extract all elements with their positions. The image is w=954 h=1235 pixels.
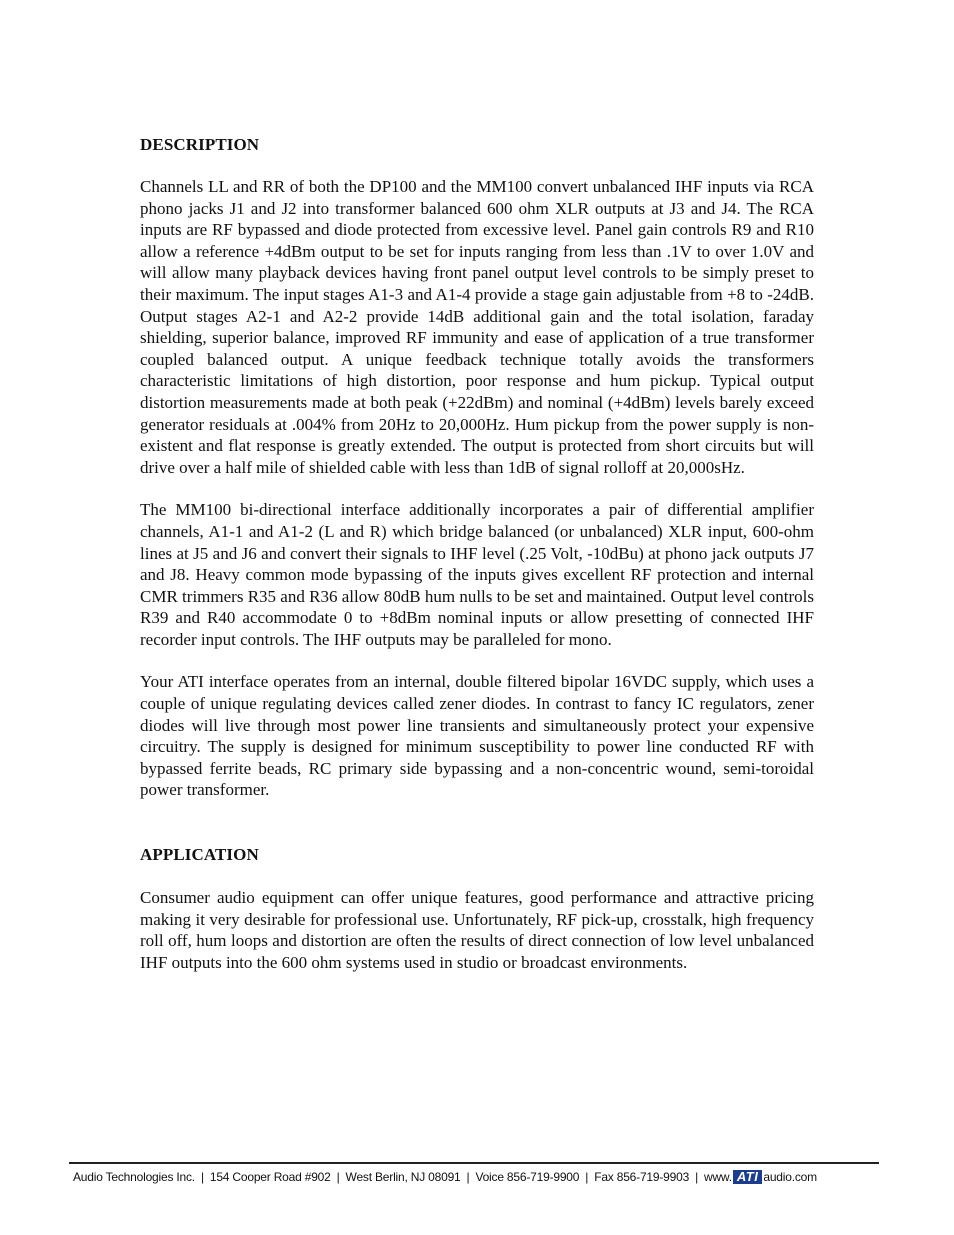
- footer-fax: Fax 856-719-9903: [594, 1170, 690, 1184]
- page-footer: [73, 1170, 883, 1184]
- application-heading: APPLICATION: [140, 845, 259, 865]
- document-body: [140, 134, 814, 973]
- footer-web-suffix: audio.com: [763, 1170, 817, 1184]
- footer-separator: |: [585, 1170, 589, 1184]
- footer-divider: [69, 1162, 879, 1164]
- description-paragraph-3: Your ATI interface operates from an internal, double filtered bipolar 16VDC supply, which uses a couple of unique regulating devices called zener diodes. In contrast to fancy IC regulators, zener diodes will live through most power line transients and simultaneously protect your expensive circuitry. The supply is designed for minimum susceptibility to power line conducted RF with bypassed ferrite beads, RC primary side bypassing and a non-concentric wound, semi-toroidal power transformer.: [140, 672, 814, 800]
- footer-separator: |: [336, 1170, 340, 1184]
- footer-separator: |: [200, 1170, 204, 1184]
- ati-logo-icon: ATI: [733, 1170, 762, 1184]
- description-heading: DESCRIPTION: [140, 135, 260, 154]
- footer-separator: |: [466, 1170, 470, 1184]
- description-paragraph-2: The MM100 bi-directional interface additionally incorporates a pair of differential amplifier channels, A1-1 and A1-2 (L and R) which bridge balanced (or unbalanced) XLR input, 600-ohm lines at J5 and J6 and convert their signals to IHF level (.25 Volt, -10dBu) at phono jack outputs J7 and J8. Heavy common mode bypassing of the inputs gives excellent RF protection and internal CMR trimmers R35 and R36 allow 80dB hum nulls to be set and maintained. Output level controls R39 and R40 accommodate 0 to +8dBm nominal inputs or allow presetting of connected IHF recorder input controls. The IHF outputs may be paralleled for mono.: [140, 500, 814, 649]
- footer-address: 154 Cooper Road #902: [209, 1170, 331, 1184]
- footer-web-prefix: www.: [703, 1170, 732, 1184]
- description-paragraph-1: Channels LL and RR of both the DP100 and the MM100 convert unbalanced IHF inputs via RCA phono jacks J1 and J2 into transformer balanced 600 ohm XLR outputs at J3 and J4. The RCA inputs are RF bypassed and diode protected from excessive level. Panel gain controls R9 and R10 allow a reference +4dBm output to be set for inputs ranging from less than .1V to over 1.0V and will allow many playback devices having front panel output level controls to be simply preset to their maximum. The input stages A1-3 and A1-4 provide a stage gain adjustable from +8 to -24dB. Output stages A2-1 and A2-2 provide 14dB additional gain and the total isolation, faraday shielding, superior balance, improved RF immunity and ease of application of a true transformer coupled balanced output. A unique feedback technique totally avoids the transformers characteristic limitations of high distortion, poor response and hum pickup. Typical output distortion measurements made at both peak (+22dBm) and nominal (+4dBm) levels barely exceed generator residuals at .004% from 20Hz to 20,000Hz. Hum pickup from the power supply is non-existent and flat response is greatly extended. The output is protected from short circuits but will drive over a half mile of shielded cable with less than 1dB of signal rolloff at 20,000sHz.: [140, 177, 814, 477]
- footer-voice: Voice 856-719-9900: [475, 1170, 580, 1184]
- footer-separator: |: [695, 1170, 698, 1184]
- application-paragraph-1: Consumer audio equipment can offer unique features, good performance and attractive pricing making it very desirable for professional use. Unfortunately, RF pick-up, crosstalk, high frequency roll off, hum loops and distortion are often the results of direct connection of low level unbalanced IHF outputs into the 600 ohm systems used in studio or broadcast environments.: [140, 888, 814, 972]
- footer-website-link[interactable]: [704, 1170, 817, 1184]
- footer-company: Audio Technologies Inc.: [73, 1170, 195, 1184]
- footer-city: West Berlin, NJ 08091: [345, 1170, 461, 1184]
